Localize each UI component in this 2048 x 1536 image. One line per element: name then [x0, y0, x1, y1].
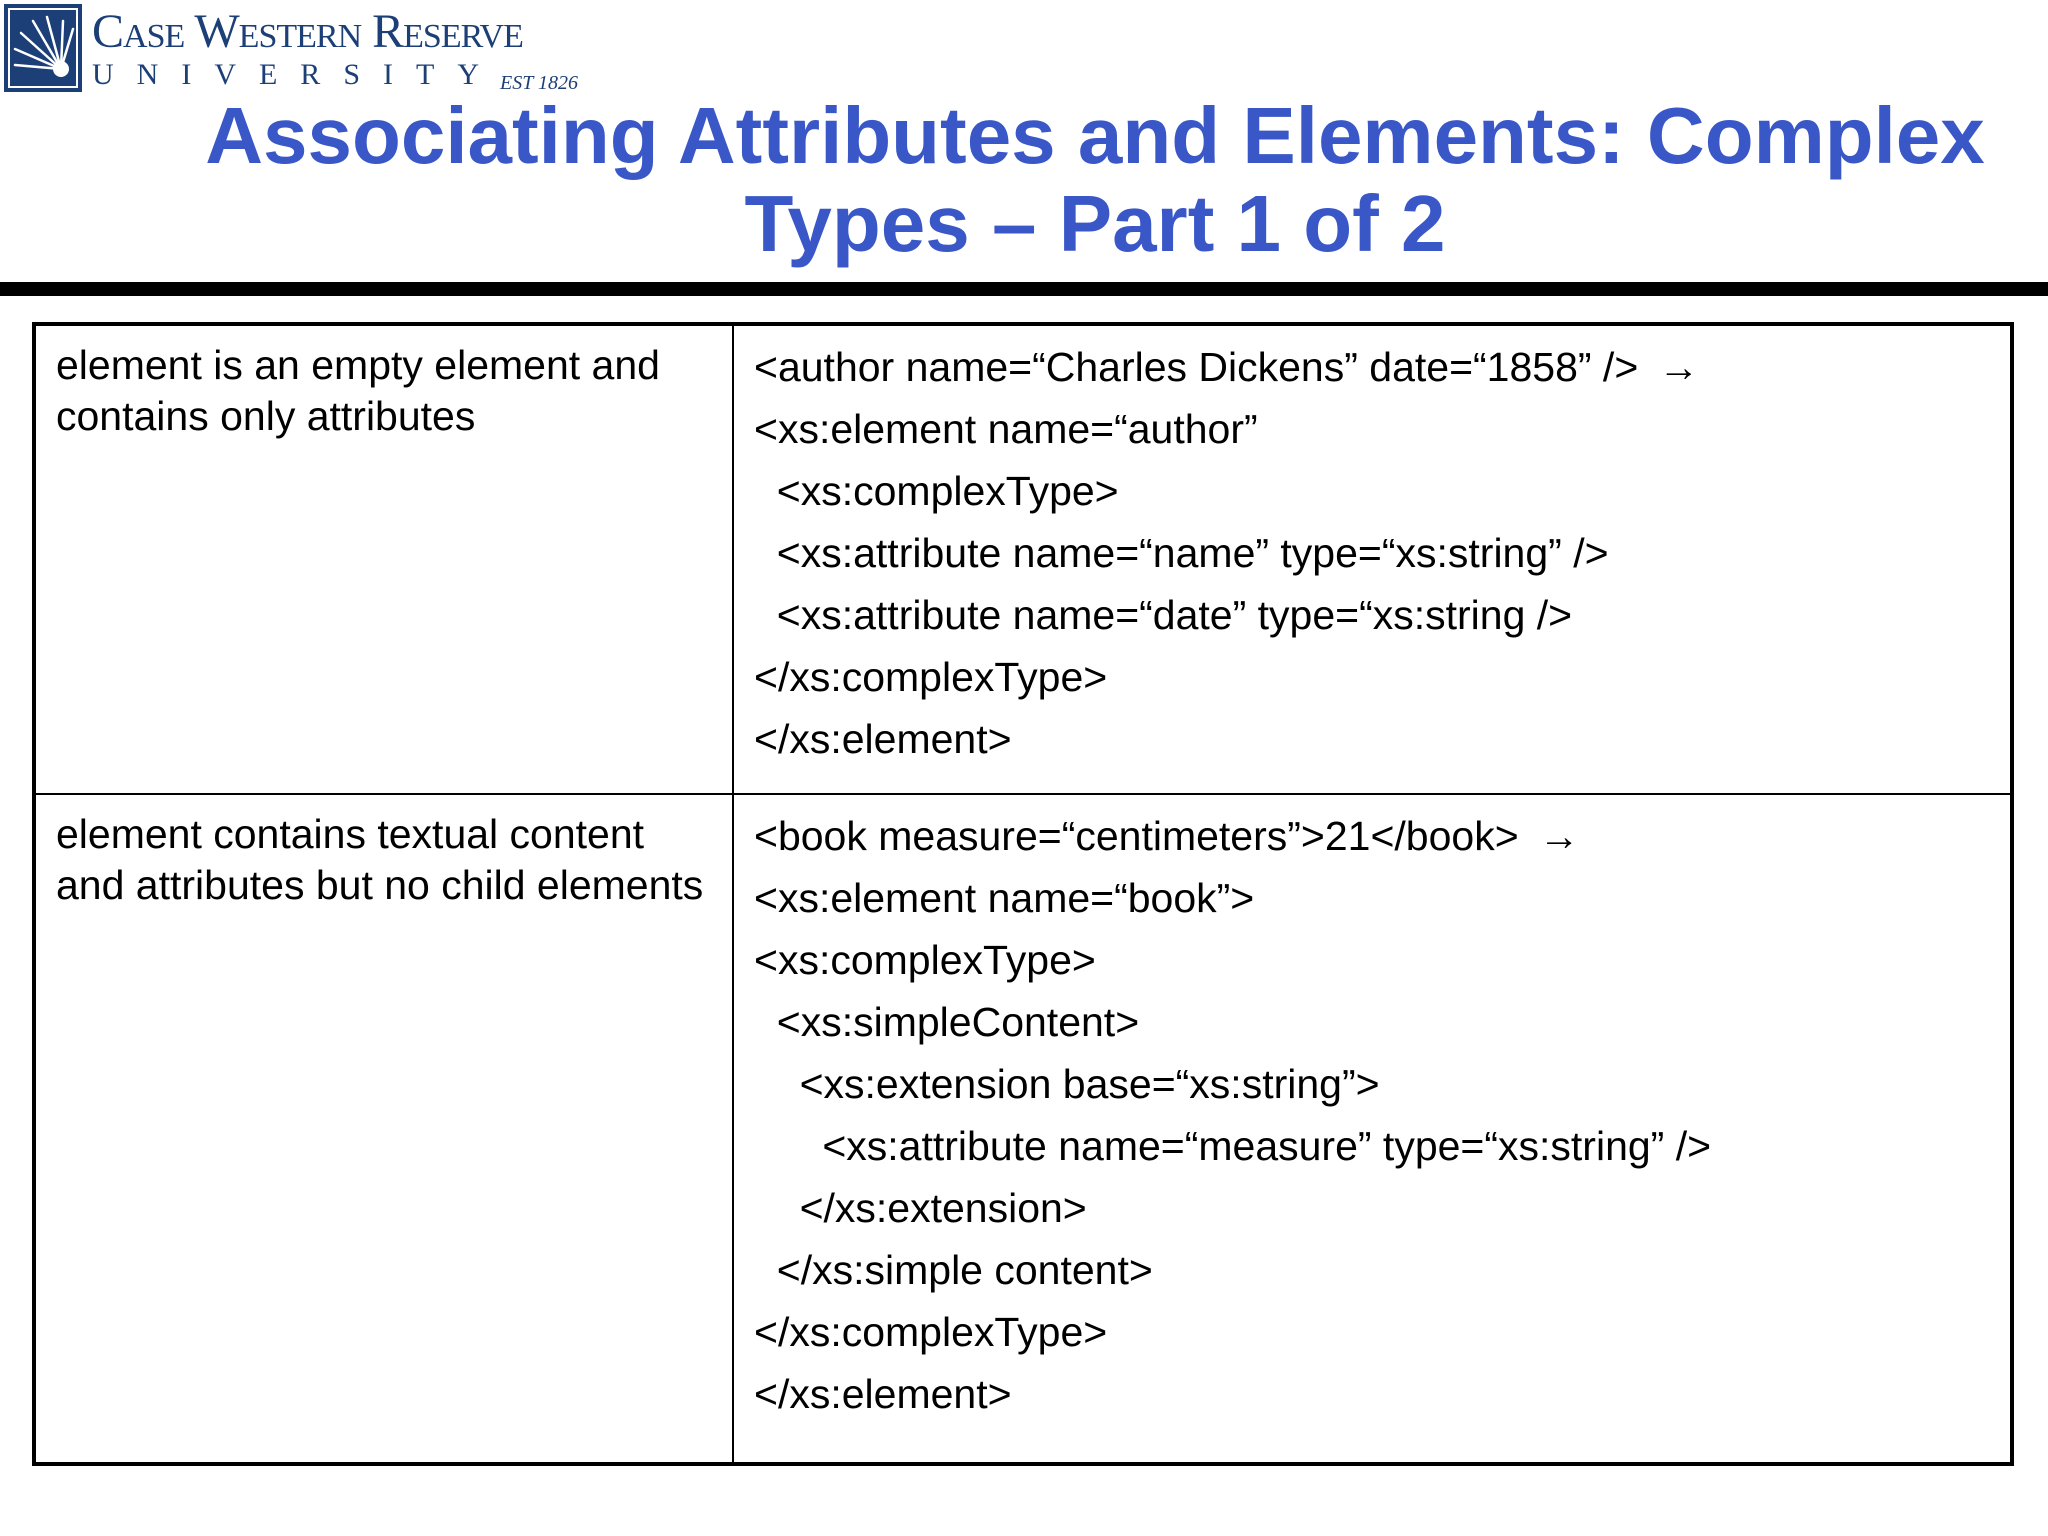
code-line: <xs:complexType>	[754, 468, 1119, 514]
logo-name: Case Western Reserve	[92, 5, 523, 58]
code-line: <xs:attribute name=“date” type=“xs:string />	[754, 592, 1573, 638]
code-line: </xs:element>	[754, 716, 1012, 762]
title-divider	[0, 282, 2048, 296]
logo-established: EST 1826	[500, 72, 578, 94]
logo-subtitle: UNIVERSITY	[92, 58, 502, 91]
code-line: </xs:complexType>	[754, 654, 1108, 700]
code-line: <xs:complexType>	[754, 937, 1096, 983]
code-line: <xs:extension base=“xs:string”>	[754, 1061, 1380, 1107]
code-line: <xs:simpleContent>	[754, 999, 1140, 1045]
code-text: <book measure=“centimeters”>21</book>	[754, 813, 1519, 859]
code-line	[754, 805, 1990, 867]
code-line: <xs:element name=“book”>	[754, 875, 1255, 921]
university-logo	[0, 0, 610, 100]
table-row	[34, 324, 2012, 794]
code-line: <xs:attribute name=“measure” type=“xs:string” />	[754, 1123, 1712, 1169]
right-arrow-icon: →	[1658, 344, 1700, 390]
table-row	[34, 794, 2012, 1464]
code-line: </xs:extension>	[754, 1185, 1087, 1231]
code-text: <author name=“Charles Dickens” date=“1858” />	[754, 344, 1639, 390]
description-cell: element is an empty element and contains only attributes	[34, 324, 733, 794]
code-line: <xs:attribute name=“name” type=“xs:string” />	[754, 530, 1609, 576]
code-line: <xs:element name=“author”	[754, 406, 1258, 452]
code-cell	[733, 324, 2012, 794]
description-cell: element contains textual content and attributes but no child elements	[34, 794, 733, 1464]
code-line: </xs:simple content>	[754, 1247, 1153, 1293]
comparison-table	[32, 322, 2014, 1466]
logo-wordmark	[92, 5, 523, 91]
code-line: </xs:element>	[754, 1371, 1012, 1417]
code-line	[754, 336, 1990, 398]
slide-title: Associating Attributes and Elements: Complex Types – Part 1 of 2	[205, 91, 1985, 268]
code-cell	[733, 794, 2012, 1464]
code-line: </xs:complexType>	[754, 1309, 1108, 1355]
right-arrow-icon: →	[1538, 813, 1580, 859]
university-seal-icon	[3, 3, 83, 93]
